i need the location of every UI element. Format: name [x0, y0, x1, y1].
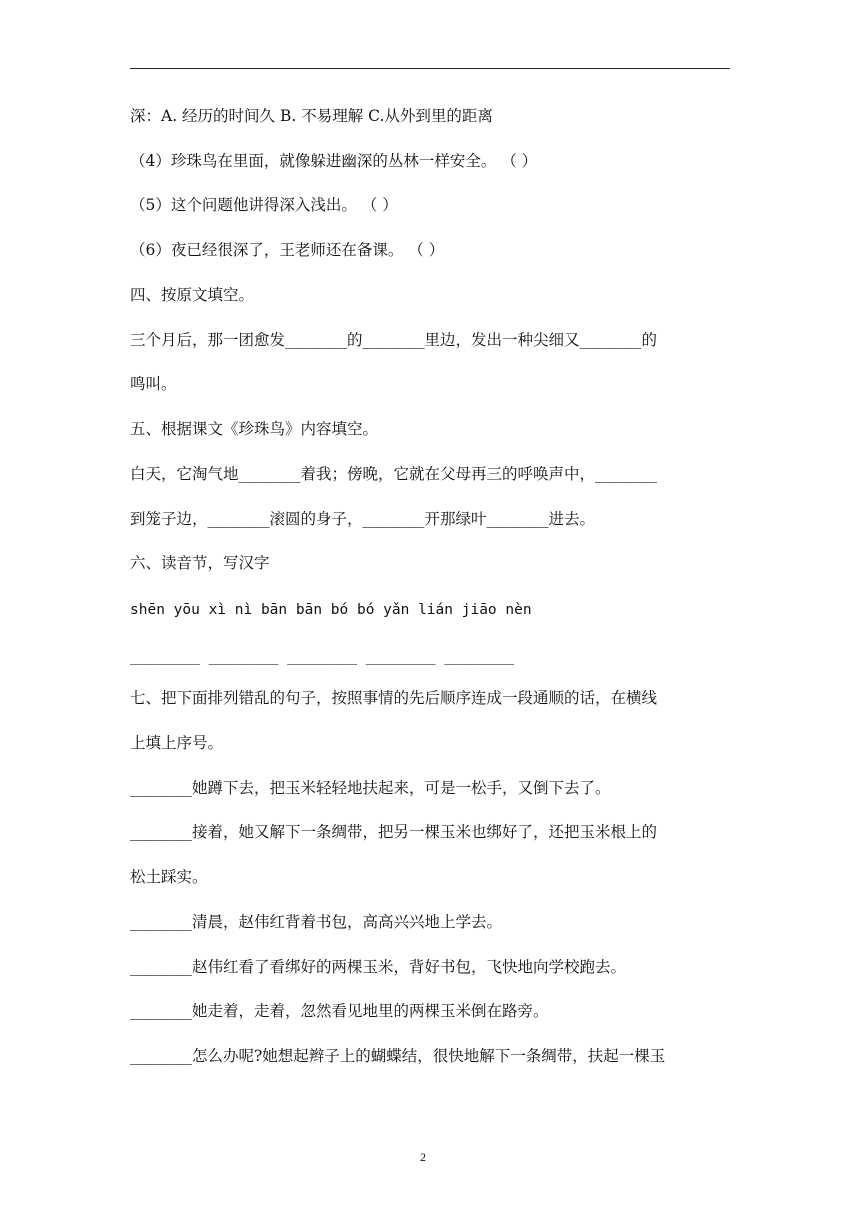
blank-line: ________ ________ ________ ________ ________: [130, 649, 515, 665]
page-number: 2: [420, 1150, 426, 1164]
text-line: （6）夜已经很深了，王老师还在备课。 （ ）: [130, 241, 445, 259]
text-line: 上填上序号。: [130, 734, 224, 752]
section-heading: 六、读音节，写汉字: [130, 554, 270, 572]
text-line: ________赵伟红看了看绑好的两棵玉米，背好书包，飞快地向学校跑去。: [130, 958, 627, 976]
text-line: （4）珍珠鸟在里面，就像躲进幽深的丛林一样安全。 （ ）: [130, 152, 538, 170]
text-line: ________清晨，赵伟红背着书包，高高兴兴地上学去。: [130, 913, 503, 931]
text-line: 白天，它淘气地________着我；傍晚，它就在父母再三的呼唤声中，________: [130, 465, 658, 483]
text-line: 松土踩实。: [130, 868, 208, 886]
pinyin-line: shēn yōu xì nì bān bān bó bó yǎn lián jiāo nèn: [130, 602, 532, 618]
text-line: ________她蹲下去，把玉米轻轻地扶起来，可是一松手，又倒下去了。: [130, 779, 611, 797]
text-line: ________接着，她又解下一条绸带，把另一棵玉米也绑好了，还把玉米根上的: [130, 823, 658, 841]
text-line: 深：A. 经历的时间久 B. 不易理解 C.从外到里的距离: [130, 107, 493, 125]
header-rule: [130, 68, 730, 69]
text-line: 三个月后，那一团愈发________的________里边，发出一种尖细又________的: [130, 331, 658, 349]
text-line: （5）这个问题他讲得深入浅出。 （ ）: [130, 196, 398, 214]
section-heading: 四、按原文填空。: [130, 286, 255, 304]
text-line: 鸣叫。: [130, 375, 177, 393]
text-line: 到笼子边，________滚圆的身子，________开那绿叶________进去。: [130, 510, 596, 528]
text-line: ________她走着，走着，忽然看见地里的两棵玉米倒在路旁。: [130, 1002, 549, 1020]
section-heading: 五、根据课文《珍珠鸟》内容填空。: [130, 420, 379, 438]
section-heading: 七、把下面排列错乱的句子，按照事情的先后顺序连成一段通顺的话，在横线: [130, 689, 658, 707]
text-line: ________怎么办呢?她想起辫子上的蝴蝶结，很快地解下一条绸带，扶起一棵玉: [130, 1047, 666, 1065]
